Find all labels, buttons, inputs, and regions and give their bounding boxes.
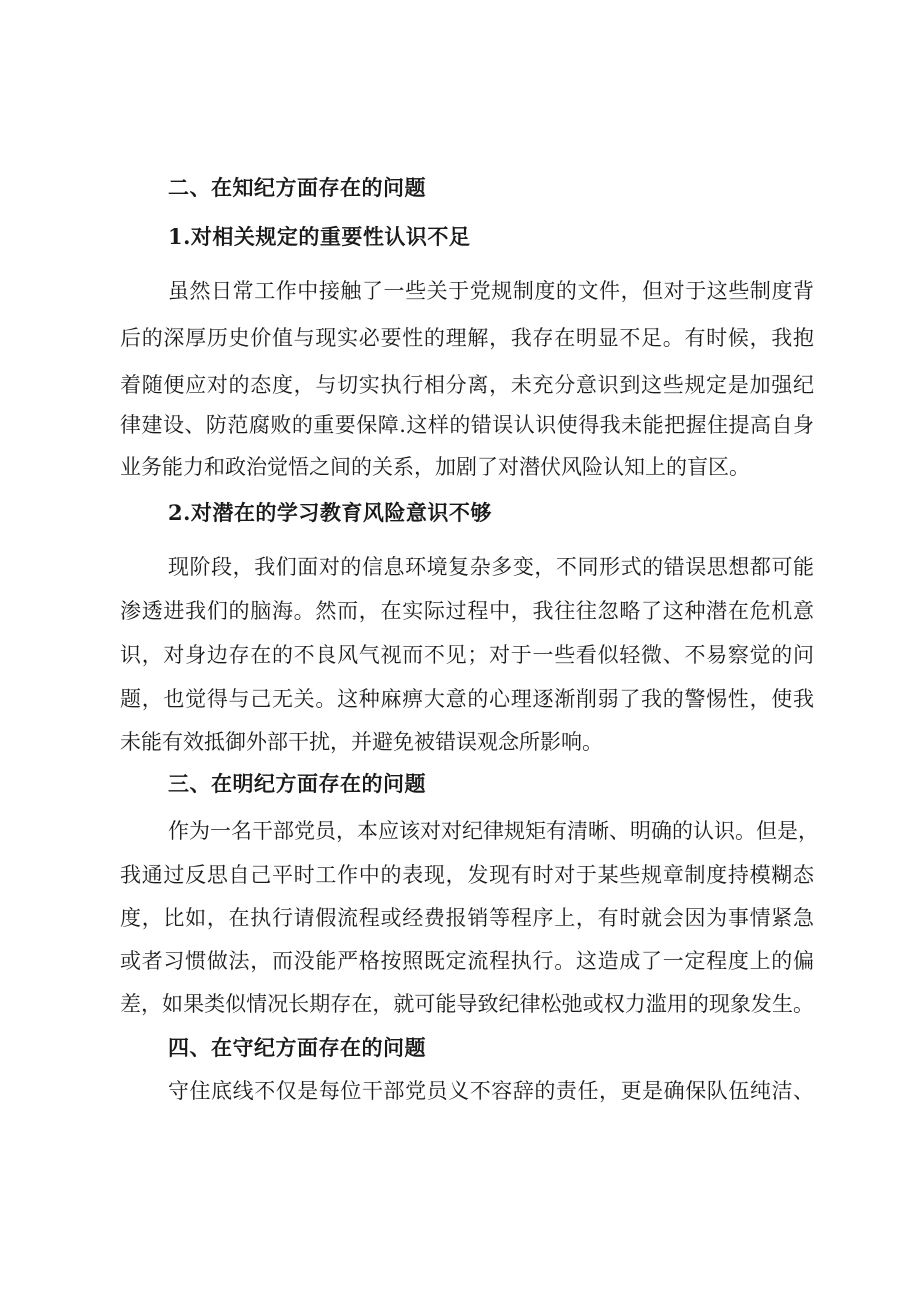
paragraph-line: 题，也觉得与己无关。这种麻痹大意的心理逐渐削弱了我的警惕性，使我: [120, 687, 814, 711]
section-2-sub-1-heading: 1.对相关规定的重要性认识不足: [168, 224, 471, 249]
paragraph-line: 律建设、防范腐败的重要保障.这样的错误认识使得我未能把握住提高自身: [120, 413, 814, 437]
paragraph-line: 度，比如，在执行请假流程或经费报销等程序上，有时就会因为事情紧急: [120, 906, 814, 930]
section-4-heading: 四、在守纪方面存在的问题: [168, 1035, 426, 1060]
paragraph-line: 识，对身边存在的不良风气视而不见；对于一些看似轻微、不易察觉的问: [120, 643, 814, 667]
paragraph-line: 未能有效抵御外部干扰，并避免被错误观念所影响。: [120, 730, 603, 754]
paragraph-line: 后的深厚历史价值与现实必要性的理解，我存在明显不足。有时候，我抱: [120, 326, 814, 350]
paragraph-line: 我通过反思自己平时工作中的表现，发现有时对于某些规章制度持模糊态: [120, 863, 814, 887]
paragraph-line: 差，如果类似情况长期存在，就可能导致纪律松弛或权力滥用的现象发生。: [120, 992, 814, 1016]
paragraph-line: 作为一名干部党员，本应该对对纪律规矩有清晰、明确的认识。但是，: [168, 819, 819, 843]
paragraph-line: 现阶段，我们面对的信息环境复杂多变，不同形式的错误思想都可能: [168, 555, 814, 579]
paragraph-line: 业务能力和政治觉悟之间的关系，加剧了对潜伏风险认知上的盲区。: [120, 455, 750, 479]
section-3-heading: 三、在明纪方面存在的问题: [168, 771, 426, 796]
paragraph-line: 虽然日常工作中接触了一些关于党规制度的文件，但对于这些制度背: [168, 279, 814, 303]
paragraph-line: 守住底线不仅是每位干部党员义不容辞的责任，更是确保队伍纯洁、: [168, 1079, 814, 1103]
paragraph-line: 着随便应对的态度，与切实执行相分离，未充分意识到这些规定是加强纪: [120, 373, 814, 397]
section-2-heading: 二、在知纪方面存在的问题: [168, 175, 426, 200]
section-2-sub-2-heading: 2.对潜在的学习教育风险意识不够: [168, 500, 492, 525]
paragraph-line: 渗透进我们的脑海。然而，在实际过程中，我往往忽略了这种潜在危机意: [120, 599, 814, 623]
paragraph-line: 或者习惯做法，而没能严格按照既定流程执行。这造成了一定程度上的偏: [120, 949, 814, 973]
